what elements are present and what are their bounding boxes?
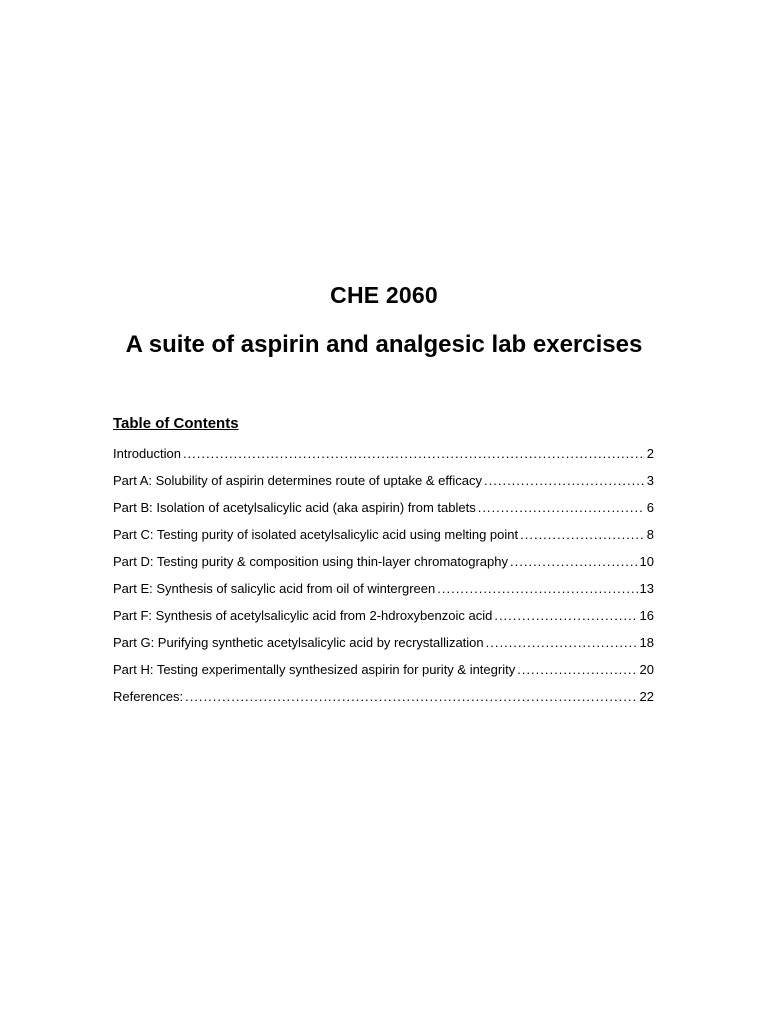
toc-dot-leader [478, 494, 645, 521]
toc-entry-page: 6 [646, 500, 654, 515]
toc-dot-leader [494, 602, 637, 629]
table-of-contents [113, 414, 654, 710]
toc-entry-introduction[interactable] [113, 440, 654, 467]
toc-entry-part-d[interactable] [113, 548, 654, 575]
toc-entry-label: Part D: Testing purity & composition using thin-layer chromatography [113, 554, 509, 569]
toc-entry-page: 2 [646, 446, 654, 461]
toc-entry-label: References: [113, 689, 184, 704]
toc-entry-label: Part F: Synthesis of acetylsalicylic acid from 2-hdroxybenzoic acid [113, 608, 493, 623]
toc-entry-label: Part A: Solubility of aspirin determines route of uptake & efficacy [113, 473, 483, 488]
toc-entry-label: Part B: Isolation of acetylsalicylic acid (aka aspirin) from tablets [113, 500, 476, 515]
toc-entry-part-b[interactable] [113, 494, 654, 521]
toc-dot-leader [517, 656, 637, 683]
toc-entry-page: 10 [639, 554, 654, 569]
toc-entry-label: Part C: Testing purity of isolated acetylsalicylic acid using melting point [113, 527, 519, 542]
toc-entry-page: 8 [646, 527, 654, 542]
toc-entry-page: 20 [639, 662, 654, 677]
toc-entry-page: 16 [639, 608, 654, 623]
toc-entry-part-c[interactable] [113, 521, 654, 548]
toc-entry-references[interactable] [113, 683, 654, 710]
toc-dot-leader [510, 548, 638, 575]
toc-entry-part-e[interactable] [113, 575, 654, 602]
toc-entry-part-a[interactable] [113, 467, 654, 494]
toc-entry-part-h[interactable] [113, 656, 654, 683]
toc-dot-leader [484, 467, 645, 494]
toc-entry-label: Introduction [113, 446, 181, 461]
toc-entry-label: Part H: Testing experimentally synthesized aspirin for purity & integrity [113, 662, 516, 677]
toc-entry-part-f[interactable] [113, 602, 654, 629]
toc-dot-leader [520, 521, 645, 548]
toc-dot-leader [486, 629, 638, 656]
toc-entry-page: 22 [639, 689, 654, 704]
toc-entry-page: 18 [639, 635, 654, 650]
toc-entry-part-g[interactable] [113, 629, 654, 656]
course-code: CHE 2060 [330, 282, 438, 308]
toc-entry-label: Part E: Synthesis of salicylic acid from oil of wintergreen [113, 581, 436, 596]
toc-dot-leader [183, 440, 645, 467]
toc-entry-page: 13 [639, 581, 654, 596]
toc-heading: Table of Contents [113, 415, 239, 432]
toc-entry-label: Part G: Purifying synthetic acetylsalicylic acid by recrystallization [113, 635, 484, 650]
toc-entry-page: 3 [646, 473, 654, 488]
toc-list [113, 440, 654, 710]
document-title: A suite of aspirin and analgesic lab exercises [125, 331, 643, 358]
toc-dot-leader [185, 683, 637, 710]
toc-dot-leader [437, 575, 637, 602]
